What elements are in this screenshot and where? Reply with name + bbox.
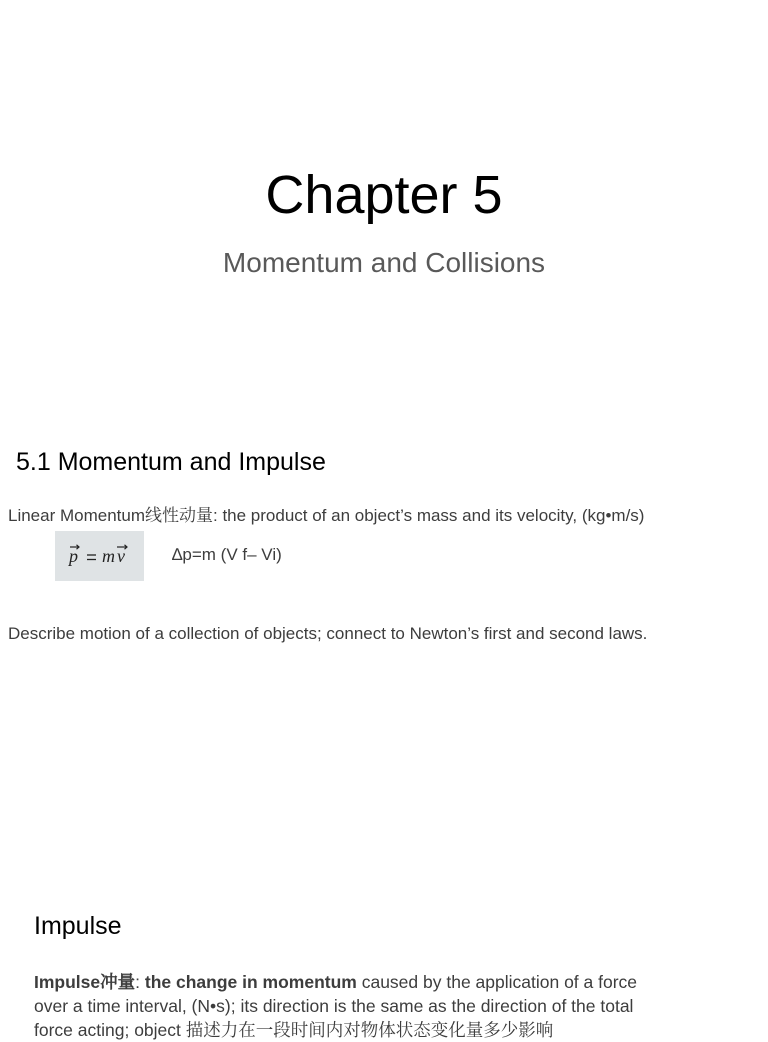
svg-text:p: p xyxy=(68,546,78,566)
section-heading: 5.1 Momentum and Impulse xyxy=(16,448,326,476)
impulse-line1-rest: caused by the application of a force xyxy=(356,972,638,992)
impulse-line2: over a time interval, (N•s); its direction is the same as the direction of the total xyxy=(34,996,634,1016)
describe-text: Describe motion of a collection of objects; connect to Newton’s first and second laws. xyxy=(8,624,648,643)
page-subtitle: Momentum and Collisions xyxy=(222,247,546,278)
svg-text:m: m xyxy=(101,546,115,566)
delta-momentum-formula: ∆p=m (V f– Vi) xyxy=(172,545,282,564)
momentum-definition: Linear Momentum线性动量: the product of an object’s mass and its velocity, (kg•m/s) xyxy=(8,506,645,525)
impulse-term-separator: : xyxy=(135,972,145,992)
impulse-line3: force acting; object 描述力在一段时间内对物体状态变化量多少影响 xyxy=(34,1020,554,1040)
impulse-bold-phrase: the change in momentum xyxy=(144,972,357,992)
impulse-definition xyxy=(34,970,724,1042)
impulse-term: Impulse冲量 xyxy=(34,972,136,992)
impulse-heading: Impulse xyxy=(34,912,122,940)
page-title: Chapter 5 xyxy=(265,165,503,225)
momentum-formula-image xyxy=(55,531,144,581)
svg-text:v: v xyxy=(116,546,125,566)
momentum-formula-svg xyxy=(65,541,135,571)
